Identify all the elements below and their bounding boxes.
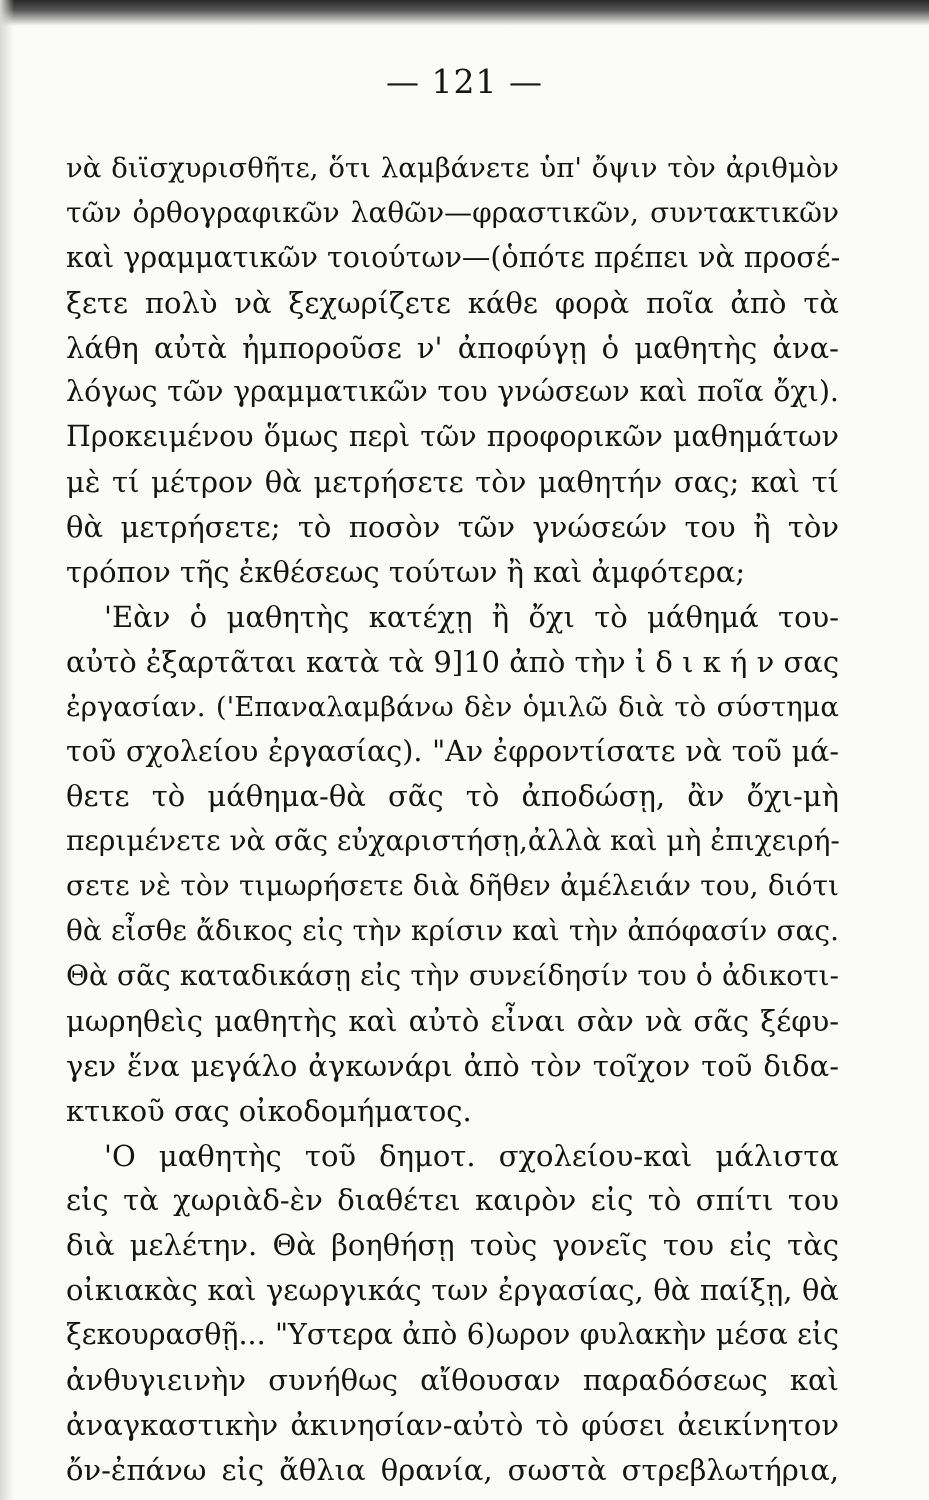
text-line: θετε τὸ μάθημα-θὰ σᾶς τὸ ἀποδώσῃ, ἂν ὄχι-μὴ <box>66 779 839 814</box>
text-line: νὰ διϊσχυρισθῆτε, ὅτι λαμβάνετε ὑπ' ὄψιν τὸν ἀριθμὸν <box>66 152 839 184</box>
text-line: σετε νὲ τὸν τιμωρήσετε διὰ δῆθεν ἀμέλειάν του, διότι <box>66 869 839 903</box>
page-top-edge-shadow <box>0 0 929 26</box>
text-line: τῶν ὀρθογραφικῶν λαθῶν—φραστικῶν, συντακτικῶν <box>66 195 839 229</box>
text-line: ξεκουρασθῇ... "Υστερα ἀπὸ 6)ωρον φυλακὴν μέσα εἰς <box>66 1318 839 1352</box>
text-line: θὰ εἶσθε ἄδικος εἰς τὴν κρίσιν καὶ τὴν ἀπόφασίν σας. <box>66 914 839 948</box>
text-line: εἰς τὰ χωριὰδ-ὲν διαθέτει καιρὸν εἰς τὸ σπίτι του <box>66 1183 839 1218</box>
text-line: 'Ο μαθητὴς τοῦ δημοτ. σχολείου-καὶ μάλιστα <box>104 1138 839 1173</box>
text-line: ἀνθυγιεινὴν συνήθως αἴθουσαν παραδόσεως καὶ <box>66 1363 839 1398</box>
text-line: τοῦ σχολείου ἐργασίας). "Αν ἐφροντίσατε νὰ τοῦ μά- <box>66 734 839 768</box>
text-line: μωρηθεὶς μαθητὴς καὶ αὐτὸ εἶναι σὰν νὰ σᾶς ξέφυ- <box>66 1003 839 1038</box>
text-line: τρόπον τῆς ἐκθέσεως τούτων ἢ καὶ ἀμφότερα; <box>66 555 746 590</box>
text-line: διὰ μελέτην. Θὰ βοηθήσῃ τοὺς γονεῖς του εἰς τὰς <box>66 1228 839 1263</box>
text-line: καὶ γραμματικῶν τοιούτων—(ὁπότε πρέπει νὰ προσέ- <box>66 240 841 274</box>
text-line: γεν ἕνα μεγάλο ἀγκωνάρι ἀπὸ τὸν τοῖχον τοῦ διδα- <box>66 1048 839 1083</box>
text-line: αὐτὸ ἐξαρτᾶται κατὰ τὰ 9]10 ἀπὸ τὴν ἰ δ ι κ ή ν σας <box>66 644 840 679</box>
text-line: κτικοῦ σας οἰκοδομήματος. <box>66 1093 472 1128</box>
text-line: ξετε πολὺ νὰ ξεχωρίζετε κάθε φορὰ ποῖα ἀπὸ τὰ <box>66 285 839 320</box>
text-line: λόγως τῶν γραμματικῶν του γνώσεων καὶ ποῖα ὄχι). <box>66 375 839 409</box>
text-line: Προκειμένου ὅμως περὶ τῶν προφορικῶν μαθημάτων <box>66 420 839 454</box>
text-line: Θὰ σᾶς καταδικάσῃ εἰς τὴν συνείδησίν του ὁ ἀδικοτι- <box>66 959 839 993</box>
text-line: λάθη αὐτὰ ἠμποροῦσε ν' ἀποφύγῃ ὁ μαθητὴς ἀνα- <box>66 330 839 365</box>
text-line: ἐργασίαν. ('Επαναλαμβάνω δὲν ὁμιλῶ διὰ τὸ σύστημα <box>66 690 839 723</box>
text-line: θὰ μετρήσετε; τὸ ποσὸν τῶν γνώσεών του ἢ τὸν <box>66 510 839 545</box>
page-left-edge-shadow <box>0 0 14 1500</box>
text-line: 'Εὰν ὁ μαθητὴς κατέχῃ ἢ ὄχι τὸ μάθημά του- <box>104 599 839 634</box>
text-line: μὲ τί μέτρον θὰ μετρήσετε τὸν μαθητήν σας; καὶ τί <box>66 465 839 500</box>
text-line: ὄν-ἐπάνω εἰς ἄθλια θρανία, σωστὰ στρεβλωτήρια, <box>66 1452 839 1487</box>
text-line: περιμένετε νὰ σᾶς εὐχαριστήσῃ,ἀλλὰ καὶ μὴ ἐπιχειρή- <box>66 824 840 858</box>
text-line: ἀναγκαστικὴν ἀκινησίαν-αὐτὸ τὸ φύσει ἀεικίνητον <box>66 1407 839 1442</box>
body-text <box>66 146 839 1493</box>
page-number: — 121 — <box>386 62 543 101</box>
text-line: οἰκιακὰς καὶ γεωργικάς των ἐργασίας, θὰ παίξῃ, θὰ <box>66 1273 839 1308</box>
